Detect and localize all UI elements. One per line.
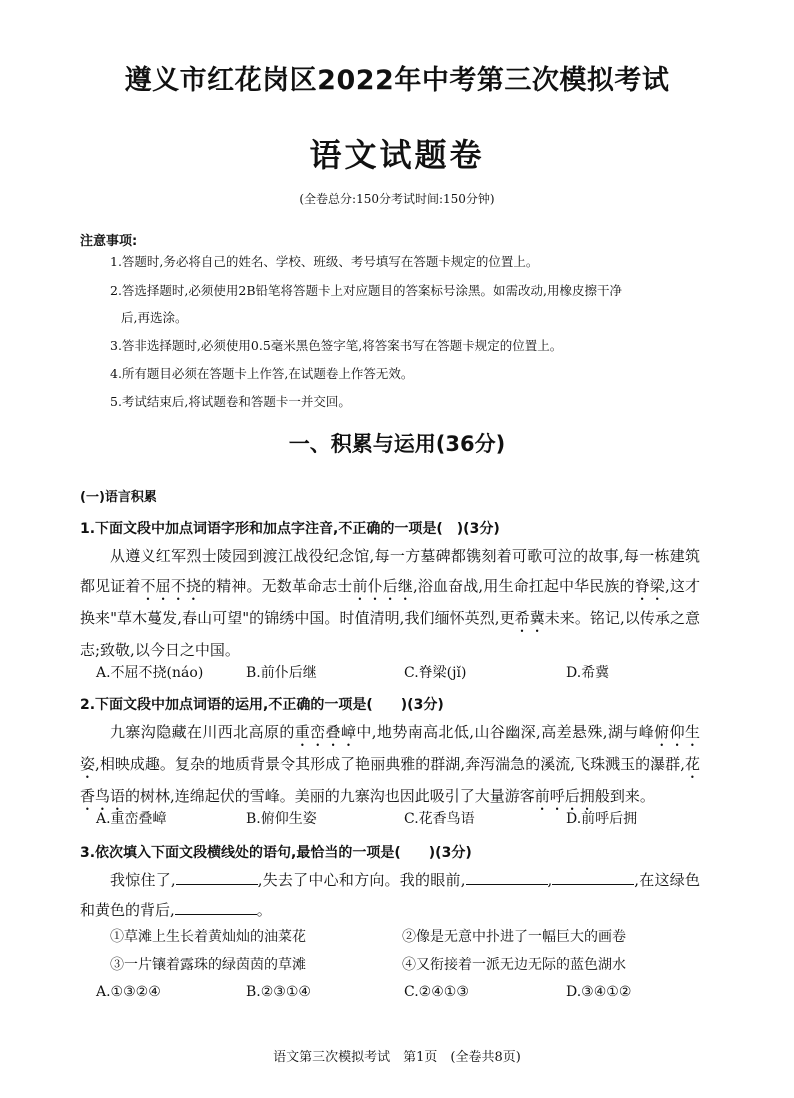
q3-choice-3: ③一片镶着露珠的绿茵茵的草滩 bbox=[110, 957, 306, 973]
passage-text: ,相映成趣。复杂的地质背景令其形成了艳丽典雅的群湖,奔泻湍急的溪流,飞珠溅玉的瀑群, bbox=[95, 755, 685, 773]
q1-option-c: C.脊梁(jǐ) bbox=[404, 665, 467, 681]
q3-choice-1: ①草滩上生长着黄灿灿的油菜花 bbox=[110, 929, 306, 945]
passage-text: 从遵义红军烈士陵园到渡江战役纪念馆,每一方墓碑都镌刻着可歌可泣的故事,每一栋建筑都见证着 bbox=[80, 547, 700, 595]
q2-option-a: A.重峦叠嶂 bbox=[96, 811, 167, 827]
passage-text: 中,地势南高北低,山谷幽深,高差悬殊,湖与峰 bbox=[356, 723, 655, 741]
dotted-word: 前仆后继 bbox=[352, 576, 413, 595]
passage-text: ,在这绿色和黄色的背后, bbox=[80, 871, 700, 919]
dotted-word: 前呼后拥 bbox=[534, 787, 595, 805]
dotted-word: 脊梁 bbox=[634, 576, 665, 595]
q1-option-a: A.不屈不挠(náo) bbox=[96, 665, 204, 681]
fill-blank-1 bbox=[176, 868, 258, 885]
passage-text: 我惊住了, bbox=[110, 871, 176, 889]
subsection-heading: (一)语言积累 bbox=[80, 490, 157, 505]
q2-option-b: B.俯仰生姿 bbox=[246, 811, 317, 827]
q3-option-a: A.①③②④ bbox=[96, 984, 161, 1000]
section-title: 一、积累与运用(36分) bbox=[288, 432, 506, 456]
question-2-stem: 2.下面文段中加点词语的运用,不正确的一项是( )(3分) bbox=[80, 697, 444, 713]
passage-text: 未来。铭记,以传承之意志;致敬,以今日之中国。 bbox=[80, 608, 700, 659]
passage-text: ,这才换来"草木蔓发,春山可望"的锦绣中国。时值清明,我们缅怀英烈,更 bbox=[80, 576, 700, 627]
passage-text: , bbox=[547, 871, 553, 889]
page-footer: 语文第三次模拟考试 第1页 (全卷共8页) bbox=[273, 1050, 521, 1065]
notice-item: 5.考试结束后,将试题卷和答题卡一并交回。 bbox=[110, 394, 351, 409]
notice-item-continued: 后,再选涂。 bbox=[121, 310, 188, 325]
dotted-word: 俯仰生姿 bbox=[80, 723, 700, 773]
q3-choice-2: ②像是无意中扑进了一幅巨大的画卷 bbox=[402, 929, 626, 945]
question-3-passage bbox=[80, 866, 700, 925]
exam-title: 遵义市红花岗区2022年中考第三次模拟考试 bbox=[124, 65, 670, 96]
q2-option-d: D.前呼后拥 bbox=[566, 811, 638, 827]
passage-text: ,浴血奋战,用生命扛起中华民族的 bbox=[412, 576, 635, 595]
paper-subject-title: 语文试题卷 bbox=[309, 136, 485, 174]
passage-text: 的树林,连绵起伏的雪峰。美丽的九寨沟也因此吸引了大量游客 bbox=[125, 787, 535, 805]
q2-option-c: C.花香鸟语 bbox=[404, 811, 475, 827]
notice-item: 2.答选择题时,必须使用2B铅笔将答题卡上对应题目的答案标号涂黑。如需改动,用橡皮擦干净 bbox=[110, 283, 623, 298]
q1-option-d: D.希冀 bbox=[566, 665, 610, 681]
passage-text: 。 bbox=[256, 900, 272, 919]
passage-text: 般到来。 bbox=[594, 787, 655, 805]
question-1-stem: 1.下面文段中加点词语字形和加点字注音,不正确的一项是( )(3分) bbox=[80, 521, 500, 537]
dotted-word: 不屈不挠 bbox=[140, 576, 202, 595]
notice-item: 4.所有题目必须在答题卡上作答,在试题卷上作答无效。 bbox=[110, 366, 414, 381]
q1-option-b: B.前仆后继 bbox=[246, 665, 317, 681]
score-time-info: (全卷总分:150分考试时间:150分钟) bbox=[299, 192, 495, 206]
fill-blank-2 bbox=[466, 868, 548, 885]
dotted-word: 花香鸟语 bbox=[80, 755, 700, 805]
notice-item: 3.答非选择题时,必须使用0.5毫米黑色签字笔,将答案书写在答题卡规定的位置上。 bbox=[110, 338, 563, 353]
passage-text: 九寨沟隐藏在川西北高原的 bbox=[110, 723, 295, 741]
q3-choice-4: ④又衔接着一派无边无际的蓝色湖水 bbox=[402, 957, 626, 973]
dotted-word: 希冀 bbox=[514, 608, 545, 627]
dotted-word: 重峦叠嶂 bbox=[294, 723, 357, 741]
question-2-passage bbox=[80, 718, 700, 814]
question-3-stem: 3.依次填入下面文段横线处的语句,最恰当的一项是( )(3分) bbox=[80, 845, 472, 861]
notice-heading: 注意事项: bbox=[80, 234, 138, 249]
passage-text: ,失去了中心和方向。我的眼前, bbox=[257, 871, 466, 889]
question-1-passage bbox=[80, 542, 700, 665]
fill-blank-4 bbox=[175, 898, 257, 915]
q3-option-c: C.②④①③ bbox=[404, 984, 469, 1000]
fill-blank-3 bbox=[552, 868, 634, 885]
notice-item: 1.答题时,务必将自己的姓名、学校、班级、考号填写在答题卡规定的位置上。 bbox=[110, 254, 539, 269]
passage-text: 的精神。无数革命志士 bbox=[201, 576, 353, 595]
q3-option-d: D.③④①② bbox=[566, 984, 632, 1000]
q3-option-b: B.②③①④ bbox=[246, 984, 311, 1000]
